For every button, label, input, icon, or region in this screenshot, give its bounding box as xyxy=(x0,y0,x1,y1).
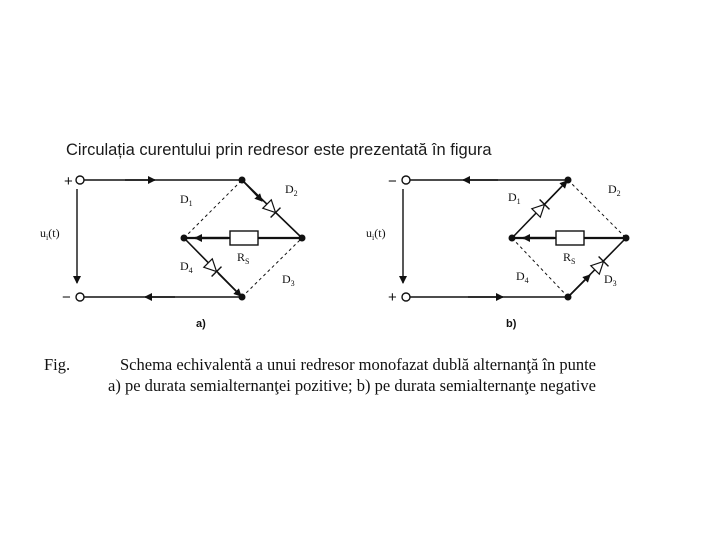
caption-b: b) xyxy=(506,318,517,330)
terminal-top xyxy=(76,176,84,184)
page-title: Circulația curentului prin redresor este prezentată în figura xyxy=(66,141,492,159)
node-left xyxy=(509,235,516,242)
caption-a: a) xyxy=(196,318,206,330)
input-voltage-label: $u_i(t)$ xyxy=(366,226,386,242)
bridge-rectifier-diagram-a xyxy=(30,165,330,335)
figure-label: Fig. xyxy=(44,355,71,374)
terminal-top-sign: + xyxy=(64,173,73,190)
label-d4: $D_4$ xyxy=(516,269,529,285)
node-right xyxy=(299,235,306,242)
label-d3: $D_3$ xyxy=(604,272,617,288)
load-resistor xyxy=(230,231,258,245)
figure-caption-line-1: Schema echivalentă a unui redresor monofazat dublă alternanţă în punte xyxy=(120,355,597,374)
bridge-rectifier-diagram-b xyxy=(358,165,658,335)
node-right xyxy=(623,235,630,242)
terminal-top xyxy=(402,176,410,184)
current-arrow-d2 xyxy=(242,180,262,201)
label-d1: $D_1$ xyxy=(180,192,193,208)
node-top xyxy=(239,177,246,184)
node-top xyxy=(565,177,572,184)
terminal-bottom xyxy=(402,293,410,301)
current-arrow-d4 xyxy=(218,273,241,296)
label-d2: $D_2$ xyxy=(608,182,621,198)
label-d2: $D_2$ xyxy=(285,182,298,198)
input-voltage-label: $u_i(t)$ xyxy=(40,226,60,242)
branch-d4 xyxy=(512,238,568,297)
label-rs: $R_S$ xyxy=(563,250,576,266)
label-rs: $R_S$ xyxy=(237,250,250,266)
label-d4: $D_4$ xyxy=(180,259,193,275)
branch-d1 xyxy=(184,180,242,238)
load-resistor xyxy=(556,231,584,245)
figure-caption-line-2: a) pe durata semialternanţei pozitive; b) pe durata semialternanţe negative xyxy=(108,376,596,395)
terminal-bottom-sign: + xyxy=(388,289,397,306)
label-d3: $D_3$ xyxy=(282,272,295,288)
node-bottom xyxy=(239,294,246,301)
label-d1: $D_1$ xyxy=(508,190,521,206)
terminal-bottom xyxy=(76,293,84,301)
node-left xyxy=(181,235,188,242)
branch-d3 xyxy=(242,238,302,297)
terminal-bottom-sign: − xyxy=(62,289,71,306)
terminal-top-sign: − xyxy=(388,173,397,190)
current-arrow-d3 xyxy=(568,275,590,297)
node-bottom xyxy=(565,294,572,301)
